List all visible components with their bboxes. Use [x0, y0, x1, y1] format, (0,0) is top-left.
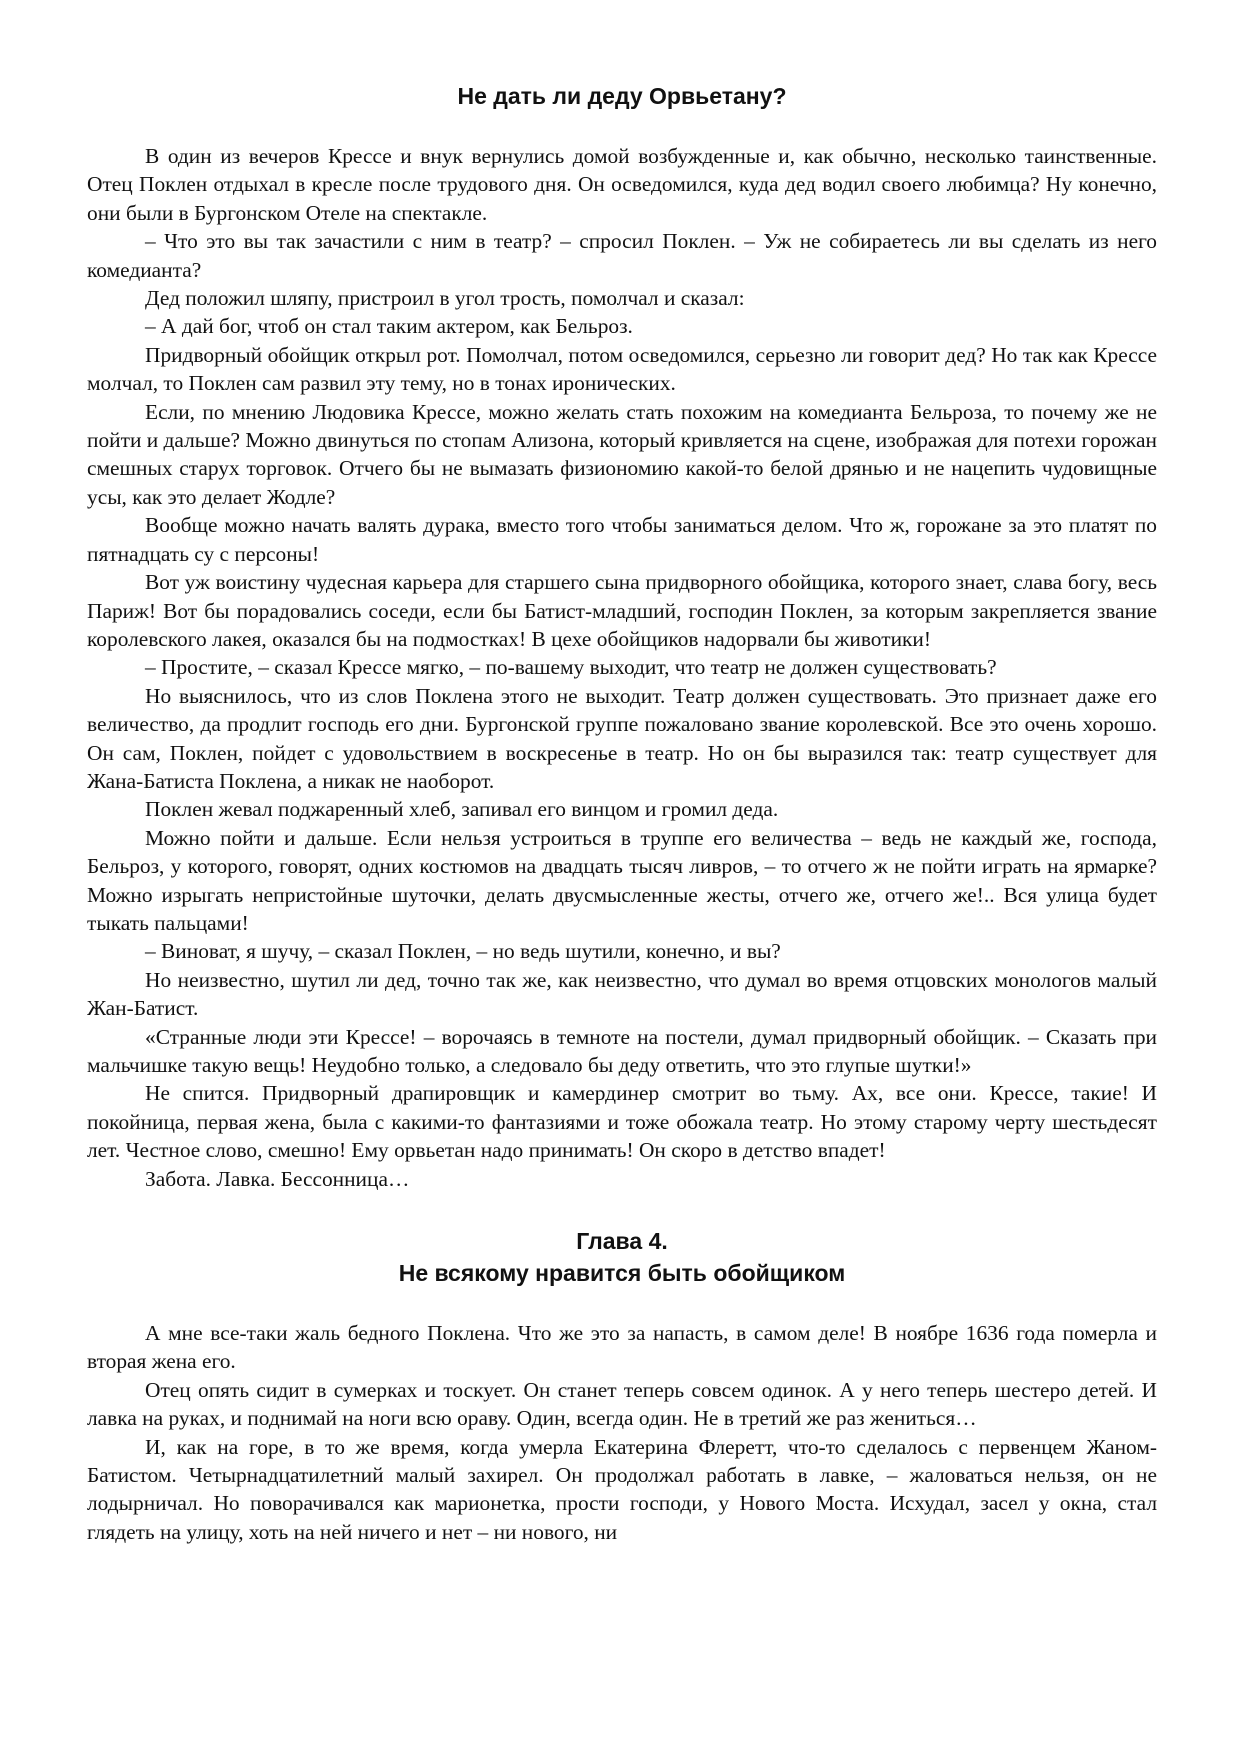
paragraph: «Странные люди эти Крессе! – ворочаясь в темноте на постели, думал придворный обойщик. – Сказать при мальчишке такую вещь! Неудобно только, а следовало бы деду ответить, что это глупые шутки!» [87, 1024, 1157, 1077]
paragraph: Придворный обойщик открыл рот. Помолчал, потом осведомился, серьезно ли говорит дед? Но так как Крессе молчал, то Поклен сам развил эту тему, но в тонах иронических. [87, 342, 1157, 396]
paragraph: А мне все-таки жаль бедного Поклена. Что же это за напасть, в самом деле! В ноябре 1636 года померла и вторая жена его. [87, 1321, 1157, 1374]
paragraph: Если, по мнению Людовика Крессе, можно желать стать похожим на комедианта Бельроза, то почему же не пойти и дальше? Можно двинуться по стопам Ализона, который кривляется на сцене, изображая для потехи горожан смешных старух торговок. Отчего бы не вымазать физиономию какой-то белой дрянью и не нацепить чудовищные усы, как это делает Жодле? [87, 399, 1157, 509]
paragraph: – А дай бог, чтоб он стал таким актером, как Бельроз. [145, 314, 633, 339]
paragraph: Вообще можно начать валять дурака, вместо того чтобы заниматься делом. Что ж, горожане за это платят по пятнадцать су с персоны! [87, 513, 1157, 566]
paragraph: – Виноват, я шучу, – сказал Поклен, – но ведь шутили, конечно, и вы? [145, 939, 781, 964]
paragraph: Забота. Лавка. Бессонница… [145, 1166, 410, 1191]
paragraph: В один из вечеров Крессе и внук вернулись домой возбужденные и, как обычно, несколько таинственные. Отец Поклен отдыхал в кресле после трудового дня. Он осведомился, куда дед водил своего любимца? Ну конечно, они были в Бургонском Отеле на спектакле. [87, 144, 1157, 225]
chapter-title: Не всякому нравится быть обойщиком [398, 1260, 846, 1287]
section-title: Не дать ли деду Орвьетану? [457, 83, 787, 109]
section-body [87, 142, 1157, 1193]
paragraph: Дед положил шляпу, пристроил в угол трость, помолчал и сказал: [145, 286, 745, 311]
paragraph: Можно пойти и дальше. Если нельзя устроиться в труппе его величества – ведь не каждый же, господа, Бельроз, у которого, говорят, одних костюмов на двадцать тысяч ливров, – то отчего ж не пойти играть на ярмарке? Можно изрыгать непристойные шуточки, делать двусмысленные жесты, отчего же, отчего же!.. Вся улица будет тыкать пальцами! [87, 825, 1157, 935]
paragraph: – Простите, – сказал Крессе мягко, – по-вашему выходит, что театр не должен существовать? [145, 655, 997, 680]
document-page [87, 80, 1157, 1546]
paragraph: Поклен жевал поджаренный хлеб, запивал его винцом и громил деда. [145, 797, 779, 822]
chapter-number: Глава 4. [576, 1228, 668, 1255]
paragraph: Не спится. Придворный драпировщик и камердинер смотрит во тьму. Ах, все они. Крессе, такие! И покойница, первая жена, была с какими-то фантазиями и тоже обожала театр. Но этому старому черту шестьдесят лет. Честное слово, смешно! Ему орвьетан надо принимать! Он скоро в детство впадет! [87, 1081, 1157, 1163]
paragraph: – Что это вы так зачастили с ним в театр? – спросил Поклен. – Уж не собираетесь ли вы сделать из него комедианта? [87, 229, 1157, 282]
paragraph: И, как на горе, в то же время, когда умерла Екатерина Флеретт, что-то сделалось с первенцем Жаном-Батистом. Четырнадцатилетний малый захирел. Он продолжал работать в лавке, – жаловаться нельзя, он не лодырничал. Но поворачивался как марионетка, прости господи, у Нового Моста. Исхудал, засел у окна, стал глядеть на улицу, хоть на ней ничего и нет – ни нового, ни [87, 1434, 1157, 1544]
chapter-body [87, 1319, 1157, 1546]
chapter-heading [87, 1225, 1157, 1289]
paragraph: Отец опять сидит в сумерках и тоскует. Он станет теперь совсем одинок. А у него теперь шестеро детей. И лавка на руках, и поднимай на ноги всю ораву. Один, всегда один. Не в третий же раз жениться… [87, 1377, 1157, 1431]
paragraph: Но неизвестно, шутил ли дед, точно так же, как неизвестно, что думал во время отцовских монологов малый Жан-Батист. [87, 967, 1157, 1021]
paragraph: Но выяснилось, что из слов Поклена этого не выходит. Театр должен существовать. Это признает даже его величество, да продлит господь его дни. Бургонской группе пожаловано звание королевской. Все это очень хорошо. Он сам, Поклен, пойдет с удовольствием в воскресенье в театр. Но он бы выразился так: театр существует для Жана-Батиста Поклена, а никак не наоборот. [87, 683, 1157, 793]
paragraph: Вот уж воистину чудесная карьера для старшего сына придворного обойщика, которого знает, слава богу, весь Париж! Вот бы порадовались соседи, если бы Батист-младший, господин Поклен, за которым закрепляется звание королевского лакея, оказался бы на подмостках! В цехе обойщиков надорвали бы животики! [87, 570, 1157, 651]
